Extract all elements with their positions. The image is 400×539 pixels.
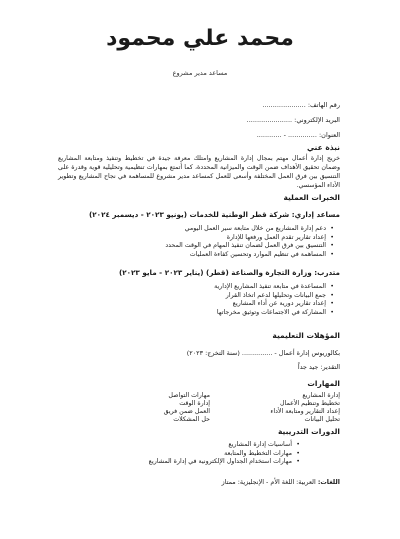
skill-item: إدارة المشاريع — [302, 392, 340, 399]
skills-heading: المهارات — [307, 379, 340, 388]
skill-item: تحليل البيانات — [304, 416, 340, 423]
contact-address: العنوان: .............. - ............ — [256, 131, 340, 139]
list-item: • المساهمة في تنظيم الموارد وتحسين كفاءة العمليات — [165, 251, 334, 260]
list-item: • المساعدة في متابعة تنفيذ المشاريع الإدارية — [214, 283, 334, 292]
list-item: • دعم إدارة المشاريع من خلال متابعة سير العمل اليومي — [165, 225, 334, 234]
education-heading: المؤهلات التعليمية — [272, 331, 340, 340]
list-item: • مهارات استخدام الجداول الإلكترونية في إدارة المشاريع — [149, 458, 300, 467]
education-degree: بكالوريوس إدارة أعمال - ............... (سنة التخرج: ٢٠٢٣) — [186, 349, 340, 357]
list-item: • أساسيات إدارة المشاريع — [149, 441, 300, 450]
job-1-list — [165, 225, 334, 259]
experience-heading: الخبرات العملية — [283, 193, 340, 202]
skills-right-column — [270, 392, 340, 424]
skills-left-column — [164, 392, 210, 424]
skill-item: مهارات التواصل — [168, 392, 210, 399]
education-grade: التقدير: جيد جداً — [297, 363, 340, 371]
skill-item: إعداد التقارير ومتابعة الأداء — [270, 408, 340, 415]
courses-heading: الدورات التدريبية — [277, 427, 340, 436]
list-item: • المشاركة في الاجتماعات وتوثيق مخرجاتها — [214, 309, 334, 318]
list-item: • جمع البيانات وتحليلها لدعم اتخاذ القرار — [214, 292, 334, 301]
contact-email: البريد الإلكتروني: ...................... — [246, 116, 340, 124]
languages-text: العربية: اللغة الأم - الإنجليزية: ممتاز — [221, 478, 316, 486]
languages-label: اللغات: — [317, 478, 340, 486]
job-2-list — [214, 283, 334, 317]
skill-item: إدارة الوقت — [179, 400, 210, 407]
job-1-title: مساعد إداري: شركة قطر الوطنية للخدمات (يونيو ٢٠٢٣ - ديسمبر ٢٠٢٤) — [89, 210, 340, 219]
about-text: خريج إدارة أعمال مهتم بمجال إدارة المشاريع وامتلك معرفة جيدة في تخطيط وتنفيذ ومتابعة المشاريع وضمان تحقيق الأهداف ضمن الوقت والميزانية المحددة، كما أتمتع بمهارات تنظيمية وتحليلية قوية وقدرة على التنسيق بين فرق العمل المختلفة وأسعى للعمل كمساعد مدير مشروع للمساهمة في نجاح المشاريع وتطوير الأداء المؤسسي. — [58, 155, 340, 189]
courses-list — [149, 441, 300, 467]
skill-item: حل المشكلات — [173, 416, 210, 423]
languages-line — [222, 478, 340, 486]
skill-item: تخطيط وتنظيم الأعمال — [279, 400, 340, 407]
list-item: • التنسيق بين فرق العمل لضمان تنفيذ المهام في الوقت المحدد — [165, 242, 334, 251]
list-item: • إعداد تقارير دورية عن أداء المشاريع — [214, 300, 334, 309]
applicant-name: محمد علي محمود — [106, 26, 294, 51]
job-title: مساعد مدير مشروع — [172, 69, 228, 77]
about-heading: نبذة عني — [306, 143, 340, 152]
contact-phone: رقم الهاتف: ..................... — [262, 101, 340, 109]
job-2-title: متدرب: وزارة التجارة والصناعة (قطر) (يناير ٢٠٢٣ - مايو ٢٠٢٣) — [118, 268, 340, 277]
list-item: • إعداد تقارير تقدم العمل ورفعها للإدارة — [165, 234, 334, 243]
skill-item: العمل ضمن فريق — [163, 408, 210, 415]
list-item: • مهارات التخطيط والمتابعة — [149, 450, 300, 459]
